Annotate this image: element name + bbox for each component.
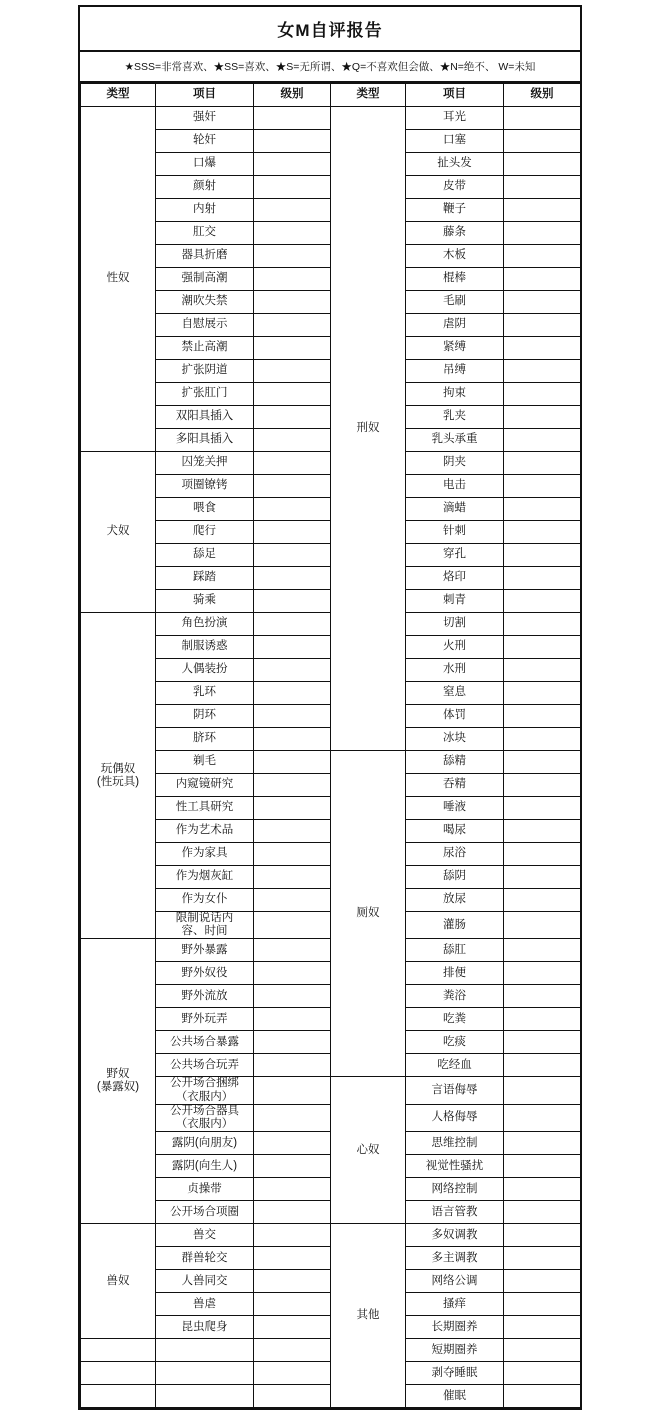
- level-cell[interactable]: [504, 1270, 581, 1293]
- level-cell[interactable]: [504, 866, 581, 889]
- item-cell: 粪浴: [406, 985, 504, 1008]
- item-cell: 冰块: [406, 728, 504, 751]
- table-body: [81, 84, 581, 1408]
- level-cell[interactable]: [504, 1247, 581, 1270]
- item-cell: 性工具研究: [156, 797, 254, 820]
- item-cell: 催眠: [406, 1385, 504, 1408]
- level-cell[interactable]: [504, 268, 581, 291]
- item-cell: 禁止高潮: [156, 337, 254, 360]
- level-cell[interactable]: [504, 912, 581, 939]
- level-cell[interactable]: [504, 1054, 581, 1077]
- level-cell[interactable]: [504, 636, 581, 659]
- item-cell: 轮奸: [156, 130, 254, 153]
- level-cell[interactable]: [254, 153, 331, 176]
- empty-cell: [254, 1339, 331, 1362]
- item-cell: 囚笼关押: [156, 452, 254, 475]
- category-cell: 野奴 (暴露奴): [81, 939, 156, 1224]
- level-cell[interactable]: [254, 962, 331, 985]
- item-cell: 语言管教: [406, 1201, 504, 1224]
- item-cell: 短期圈养: [406, 1339, 504, 1362]
- item-cell: 体罚: [406, 705, 504, 728]
- item-cell: 爬行: [156, 521, 254, 544]
- level-cell[interactable]: [254, 245, 331, 268]
- level-cell[interactable]: [254, 199, 331, 222]
- report-table: [80, 83, 581, 1408]
- level-cell[interactable]: [254, 475, 331, 498]
- table-row: [81, 1224, 581, 1247]
- legend-row: ★SSS=非常喜欢、★SS=喜欢、★S=无所谓、★Q=不喜欢但会做、★N=绝不、 W=未知: [80, 52, 580, 83]
- level-cell[interactable]: [504, 1201, 581, 1224]
- item-cell: 群兽轮交: [156, 1247, 254, 1270]
- item-cell: 滴蜡: [406, 498, 504, 521]
- column-header: 项目: [406, 84, 504, 107]
- item-cell: 公开场合器具 （衣服内）: [156, 1104, 254, 1131]
- item-cell: 脐环: [156, 728, 254, 751]
- item-cell: 作为艺术品: [156, 820, 254, 843]
- item-cell: 网络控制: [406, 1178, 504, 1201]
- item-cell: 公开场合项圈: [156, 1201, 254, 1224]
- level-cell[interactable]: [504, 1008, 581, 1031]
- item-cell: 乳夹: [406, 406, 504, 429]
- level-cell[interactable]: [504, 613, 581, 636]
- table-row: [81, 107, 581, 130]
- item-cell: 双阳具插入: [156, 406, 254, 429]
- level-cell[interactable]: [504, 659, 581, 682]
- item-cell: 作为烟灰缸: [156, 866, 254, 889]
- item-cell: 切割: [406, 613, 504, 636]
- item-cell: 制服诱惑: [156, 636, 254, 659]
- level-cell[interactable]: [254, 567, 331, 590]
- item-cell: 舔足: [156, 544, 254, 567]
- item-cell: 兽交: [156, 1224, 254, 1247]
- level-cell[interactable]: [254, 314, 331, 337]
- item-cell: 舔阴: [406, 866, 504, 889]
- item-cell: 吃粪: [406, 1008, 504, 1031]
- level-cell[interactable]: [504, 360, 581, 383]
- item-cell: 搔痒: [406, 1293, 504, 1316]
- item-cell: 言语侮辱: [406, 1077, 504, 1104]
- level-cell[interactable]: [504, 521, 581, 544]
- item-cell: 吃痰: [406, 1031, 504, 1054]
- item-cell: 吞精: [406, 774, 504, 797]
- category-cell: 其他: [331, 1224, 406, 1408]
- level-cell[interactable]: [504, 153, 581, 176]
- level-cell[interactable]: [254, 659, 331, 682]
- item-cell: 剥夺睡眠: [406, 1362, 504, 1385]
- level-cell[interactable]: [504, 222, 581, 245]
- page-title: 女M自评报告: [80, 7, 580, 52]
- item-cell: 项圈镣铐: [156, 475, 254, 498]
- item-cell: 人兽同交: [156, 1270, 254, 1293]
- item-cell: 露阴(向生人): [156, 1155, 254, 1178]
- empty-cell: [81, 1362, 156, 1385]
- level-cell[interactable]: [504, 498, 581, 521]
- level-cell[interactable]: [504, 475, 581, 498]
- item-cell: 野外玩弄: [156, 1008, 254, 1031]
- item-cell: 放尿: [406, 889, 504, 912]
- level-cell[interactable]: [254, 337, 331, 360]
- empty-cell: [81, 1385, 156, 1408]
- item-cell: 野外暴露: [156, 939, 254, 962]
- level-cell[interactable]: [254, 728, 331, 751]
- level-cell[interactable]: [504, 176, 581, 199]
- level-cell[interactable]: [254, 820, 331, 843]
- item-cell: 扩张肛门: [156, 383, 254, 406]
- table-row: [81, 1077, 581, 1104]
- item-cell: 喂食: [156, 498, 254, 521]
- level-cell[interactable]: [254, 751, 331, 774]
- item-cell: 潮吹失禁: [156, 291, 254, 314]
- item-cell: 多主调教: [406, 1247, 504, 1270]
- item-cell: 公共场合暴露: [156, 1031, 254, 1054]
- level-cell[interactable]: [254, 1247, 331, 1270]
- item-cell: 排便: [406, 962, 504, 985]
- item-cell: 人格侮辱: [406, 1104, 504, 1131]
- level-cell[interactable]: [504, 291, 581, 314]
- level-cell[interactable]: [254, 1224, 331, 1247]
- item-cell: 毛刷: [406, 291, 504, 314]
- item-cell: 喝尿: [406, 820, 504, 843]
- item-cell: 皮带: [406, 176, 504, 199]
- level-cell[interactable]: [254, 383, 331, 406]
- item-cell: 公开场合捆绑 （衣服内）: [156, 1077, 254, 1104]
- level-cell[interactable]: [254, 222, 331, 245]
- level-cell[interactable]: [504, 1178, 581, 1201]
- item-cell: 露阴(向朋友): [156, 1132, 254, 1155]
- item-cell: 阴夹: [406, 452, 504, 475]
- item-cell: 乳头承重: [406, 429, 504, 452]
- level-cell[interactable]: [254, 912, 331, 939]
- level-cell[interactable]: [254, 521, 331, 544]
- level-cell[interactable]: [254, 1178, 331, 1201]
- level-cell[interactable]: [504, 985, 581, 1008]
- item-cell: 人偶装扮: [156, 659, 254, 682]
- empty-cell: [254, 1362, 331, 1385]
- level-cell[interactable]: [504, 1104, 581, 1131]
- item-cell: 水刑: [406, 659, 504, 682]
- level-cell[interactable]: [504, 1224, 581, 1247]
- level-cell[interactable]: [254, 544, 331, 567]
- item-cell: 扯头发: [406, 153, 504, 176]
- level-cell[interactable]: [504, 544, 581, 567]
- item-cell: 视觉性骚扰: [406, 1155, 504, 1178]
- item-cell: 肛交: [156, 222, 254, 245]
- level-cell[interactable]: [254, 866, 331, 889]
- item-cell: 多奴调教: [406, 1224, 504, 1247]
- level-cell[interactable]: [504, 1132, 581, 1155]
- level-cell[interactable]: [504, 820, 581, 843]
- item-cell: 口爆: [156, 153, 254, 176]
- level-cell[interactable]: [504, 107, 581, 130]
- table-row: [81, 751, 581, 774]
- column-header: 类型: [81, 84, 156, 107]
- level-cell[interactable]: [504, 1155, 581, 1178]
- level-cell[interactable]: [254, 705, 331, 728]
- item-cell: 藤条: [406, 222, 504, 245]
- level-cell[interactable]: [254, 406, 331, 429]
- item-cell: 乳环: [156, 682, 254, 705]
- report-sheet: [78, 5, 582, 1410]
- level-cell[interactable]: [504, 245, 581, 268]
- level-cell[interactable]: [504, 1031, 581, 1054]
- item-cell: 剃毛: [156, 751, 254, 774]
- level-cell[interactable]: [254, 1132, 331, 1155]
- level-cell[interactable]: [504, 383, 581, 406]
- level-cell[interactable]: [504, 429, 581, 452]
- column-header: 级别: [504, 84, 581, 107]
- level-cell[interactable]: [254, 797, 331, 820]
- item-cell: 唾液: [406, 797, 504, 820]
- item-cell: 阴环: [156, 705, 254, 728]
- level-cell[interactable]: [504, 962, 581, 985]
- level-cell[interactable]: [504, 728, 581, 751]
- item-cell: 火刑: [406, 636, 504, 659]
- item-cell: 强奸: [156, 107, 254, 130]
- item-cell: 电击: [406, 475, 504, 498]
- item-cell: 内射: [156, 199, 254, 222]
- item-cell: 拘束: [406, 383, 504, 406]
- level-cell[interactable]: [254, 429, 331, 452]
- empty-cell: [156, 1362, 254, 1385]
- level-cell[interactable]: [254, 1316, 331, 1339]
- item-cell: 骑乘: [156, 590, 254, 613]
- level-cell[interactable]: [504, 1293, 581, 1316]
- item-cell: 作为女仆: [156, 889, 254, 912]
- column-header: 项目: [156, 84, 254, 107]
- level-cell[interactable]: [504, 590, 581, 613]
- item-cell: 虐阴: [406, 314, 504, 337]
- level-cell[interactable]: [254, 452, 331, 475]
- category-cell: 性奴: [81, 107, 156, 452]
- item-cell: 舔肛: [406, 939, 504, 962]
- item-cell: 颜射: [156, 176, 254, 199]
- item-cell: 穿孔: [406, 544, 504, 567]
- level-cell[interactable]: [504, 705, 581, 728]
- category-cell: 刑奴: [331, 107, 406, 751]
- level-cell[interactable]: [504, 797, 581, 820]
- item-cell: 野外奴役: [156, 962, 254, 985]
- item-cell: 作为家具: [156, 843, 254, 866]
- level-cell[interactable]: [254, 613, 331, 636]
- level-cell[interactable]: [254, 1293, 331, 1316]
- item-cell: 紧缚: [406, 337, 504, 360]
- level-cell[interactable]: [504, 337, 581, 360]
- level-cell[interactable]: [254, 130, 331, 153]
- level-cell[interactable]: [254, 1270, 331, 1293]
- level-cell[interactable]: [504, 889, 581, 912]
- item-cell: 限制说话内 容、时间: [156, 912, 254, 939]
- item-cell: 吊缚: [406, 360, 504, 383]
- empty-cell: [254, 1385, 331, 1408]
- item-cell: 踩踏: [156, 567, 254, 590]
- header-row: [81, 84, 581, 107]
- category-cell: 心奴: [331, 1077, 406, 1224]
- level-cell[interactable]: [254, 176, 331, 199]
- item-cell: 公共场合玩弄: [156, 1054, 254, 1077]
- level-cell[interactable]: [254, 636, 331, 659]
- item-cell: 口塞: [406, 130, 504, 153]
- item-cell: 烙印: [406, 567, 504, 590]
- level-cell[interactable]: [254, 1008, 331, 1031]
- empty-cell: [156, 1339, 254, 1362]
- item-cell: 鞭子: [406, 199, 504, 222]
- level-cell[interactable]: [254, 843, 331, 866]
- item-cell: 舔精: [406, 751, 504, 774]
- level-cell[interactable]: [504, 1077, 581, 1104]
- category-cell: 犬奴: [81, 452, 156, 613]
- item-cell: 昆虫爬身: [156, 1316, 254, 1339]
- category-cell: 兽奴: [81, 1224, 156, 1339]
- item-cell: 多阳具插入: [156, 429, 254, 452]
- level-cell[interactable]: [254, 498, 331, 521]
- level-cell[interactable]: [504, 406, 581, 429]
- level-cell[interactable]: [254, 682, 331, 705]
- level-cell[interactable]: [504, 567, 581, 590]
- level-cell[interactable]: [254, 1054, 331, 1077]
- level-cell[interactable]: [254, 1031, 331, 1054]
- level-cell[interactable]: [504, 939, 581, 962]
- category-cell: 玩偶奴 (性玩具): [81, 613, 156, 939]
- level-cell[interactable]: [504, 199, 581, 222]
- item-cell: 野外流放: [156, 985, 254, 1008]
- item-cell: 耳光: [406, 107, 504, 130]
- item-cell: 吃经血: [406, 1054, 504, 1077]
- item-cell: 兽虐: [156, 1293, 254, 1316]
- level-cell[interactable]: [254, 360, 331, 383]
- level-cell[interactable]: [254, 1104, 331, 1131]
- item-cell: 强制高潮: [156, 268, 254, 291]
- level-cell[interactable]: [504, 1339, 581, 1362]
- level-cell[interactable]: [504, 130, 581, 153]
- level-cell[interactable]: [254, 291, 331, 314]
- level-cell[interactable]: [254, 1077, 331, 1104]
- level-cell[interactable]: [504, 751, 581, 774]
- level-cell[interactable]: [254, 107, 331, 130]
- item-cell: 棍棒: [406, 268, 504, 291]
- level-cell[interactable]: [504, 843, 581, 866]
- category-cell: 厕奴: [331, 751, 406, 1077]
- column-header: 级别: [254, 84, 331, 107]
- item-cell: 尿浴: [406, 843, 504, 866]
- level-cell[interactable]: [254, 774, 331, 797]
- empty-cell: [81, 1339, 156, 1362]
- level-cell[interactable]: [254, 939, 331, 962]
- column-header: 类型: [331, 84, 406, 107]
- item-cell: 灌肠: [406, 912, 504, 939]
- empty-cell: [156, 1385, 254, 1408]
- level-cell[interactable]: [504, 682, 581, 705]
- item-cell: 器具折磨: [156, 245, 254, 268]
- level-cell[interactable]: [254, 1201, 331, 1224]
- item-cell: 自慰展示: [156, 314, 254, 337]
- item-cell: 贞操带: [156, 1178, 254, 1201]
- item-cell: 窒息: [406, 682, 504, 705]
- level-cell[interactable]: [254, 268, 331, 291]
- item-cell: 长期圈养: [406, 1316, 504, 1339]
- item-cell: 刺青: [406, 590, 504, 613]
- level-cell[interactable]: [254, 985, 331, 1008]
- item-cell: 网络公调: [406, 1270, 504, 1293]
- item-cell: 针刺: [406, 521, 504, 544]
- level-cell[interactable]: [254, 1155, 331, 1178]
- level-cell[interactable]: [504, 1316, 581, 1339]
- level-cell[interactable]: [254, 590, 331, 613]
- level-cell[interactable]: [504, 452, 581, 475]
- item-cell: 思维控制: [406, 1132, 504, 1155]
- item-cell: 扩张阴道: [156, 360, 254, 383]
- item-cell: 木板: [406, 245, 504, 268]
- level-cell[interactable]: [504, 1362, 581, 1385]
- level-cell[interactable]: [504, 314, 581, 337]
- level-cell[interactable]: [254, 889, 331, 912]
- level-cell[interactable]: [504, 1385, 581, 1408]
- item-cell: 内窥镜研究: [156, 774, 254, 797]
- level-cell[interactable]: [504, 774, 581, 797]
- item-cell: 角色扮演: [156, 613, 254, 636]
